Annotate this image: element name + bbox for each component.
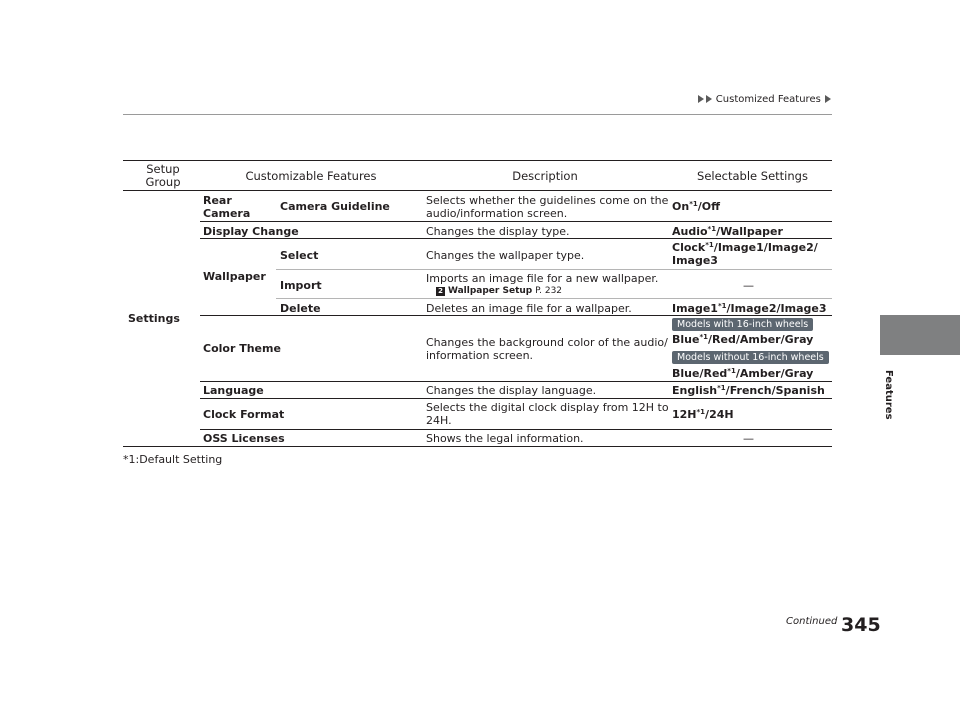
row-rule bbox=[200, 221, 832, 222]
header-rule-bottom bbox=[123, 190, 832, 191]
row-rule bbox=[200, 398, 832, 399]
page-number: 345 bbox=[841, 614, 881, 636]
table-bottom-rule bbox=[123, 446, 832, 447]
row-display-change: Display Change bbox=[203, 225, 299, 238]
header-setup-group: Setup Group bbox=[145, 162, 181, 189]
header-settings: Selectable Settings bbox=[697, 169, 808, 183]
row-language: Language bbox=[203, 384, 264, 397]
arrow-right-icon: 2 bbox=[436, 287, 445, 296]
section-tab bbox=[880, 315, 960, 355]
set-display-change: Audio$^{*1}$/Wallpaper bbox=[672, 225, 783, 238]
row-rule bbox=[200, 238, 832, 239]
row-select: Select bbox=[280, 249, 319, 262]
set-color-no16: Blue/Red$^{*1}$/Amber/Gray bbox=[672, 367, 814, 380]
footnote: *1:Default Setting bbox=[123, 453, 223, 466]
set-delete: Image1$^{*1}$/Image2/Image3 bbox=[672, 302, 827, 315]
desc-select: Changes the wallpaper type. bbox=[426, 249, 585, 262]
table-top-rule bbox=[123, 160, 832, 161]
triangle-icon bbox=[825, 95, 831, 103]
set-import: — bbox=[743, 279, 754, 292]
row-rule bbox=[200, 429, 832, 430]
row-import: Import bbox=[280, 279, 322, 292]
row-rule bbox=[276, 298, 832, 299]
desc-delete: Deletes an image file for a wallpaper. bbox=[426, 302, 632, 315]
desc-clock-format: Selects the digital clock display from 12H to 24H. bbox=[426, 401, 669, 427]
xref-wallpaper-setup[interactable]: 2 Wallpaper Setup P. 232 bbox=[436, 285, 658, 298]
badge-without-16-inch: Models without 16-inch wheels bbox=[672, 351, 829, 364]
desc-color-theme: Changes the background color of the audio/ information screen. bbox=[426, 336, 668, 362]
header-rule bbox=[123, 114, 832, 115]
desc-display-change: Changes the display type. bbox=[426, 225, 570, 238]
set-language: English$^{*1}$/French/Spanish bbox=[672, 384, 825, 397]
section-label: Features bbox=[883, 370, 894, 420]
desc-oss-licenses: Shows the legal information. bbox=[426, 432, 584, 445]
header-description: Description bbox=[512, 169, 578, 183]
row-delete: Delete bbox=[280, 302, 321, 315]
set-clock-format: $12H^{*1}/24H$ bbox=[672, 408, 734, 421]
breadcrumb bbox=[600, 94, 832, 105]
row-oss-licenses: OSS Licenses bbox=[203, 432, 285, 445]
row-camera-guideline: Camera Guideline bbox=[280, 200, 390, 213]
row-rear-camera: Rear Camera bbox=[203, 194, 251, 220]
desc-camera-guideline: Selects whether the guidelines come on the audio/information screen. bbox=[426, 194, 669, 220]
row-rule bbox=[200, 315, 832, 316]
set-camera-guideline: On$^{*1}$/Off bbox=[672, 200, 721, 213]
header-features: Customizable Features bbox=[245, 169, 377, 183]
continued-label: Continued bbox=[786, 616, 838, 627]
set-color-16: Blue$^{*1}$/Red/Amber/Gray bbox=[672, 333, 814, 346]
row-rule bbox=[200, 381, 832, 382]
desc-import: Imports an image file for a new wallpaper. 2 Wallpaper Setup P. 232 bbox=[426, 272, 659, 296]
badge-16-inch: Models with 16-inch wheels bbox=[672, 318, 813, 331]
row-rule bbox=[276, 269, 832, 270]
set-oss-licenses: — bbox=[743, 432, 754, 445]
group-settings: Settings bbox=[128, 312, 180, 325]
row-wallpaper: Wallpaper bbox=[203, 270, 266, 283]
row-clock-format: Clock Format bbox=[203, 408, 285, 421]
row-color-theme: Color Theme bbox=[203, 342, 281, 355]
triangle-icon bbox=[698, 95, 704, 103]
breadcrumb-label: Customized Features bbox=[715, 94, 821, 105]
triangle-icon bbox=[706, 95, 712, 103]
desc-language: Changes the display language. bbox=[426, 384, 597, 397]
set-select: Clock$^{*1}$/Image1/Image2/ Image3 bbox=[672, 241, 818, 267]
